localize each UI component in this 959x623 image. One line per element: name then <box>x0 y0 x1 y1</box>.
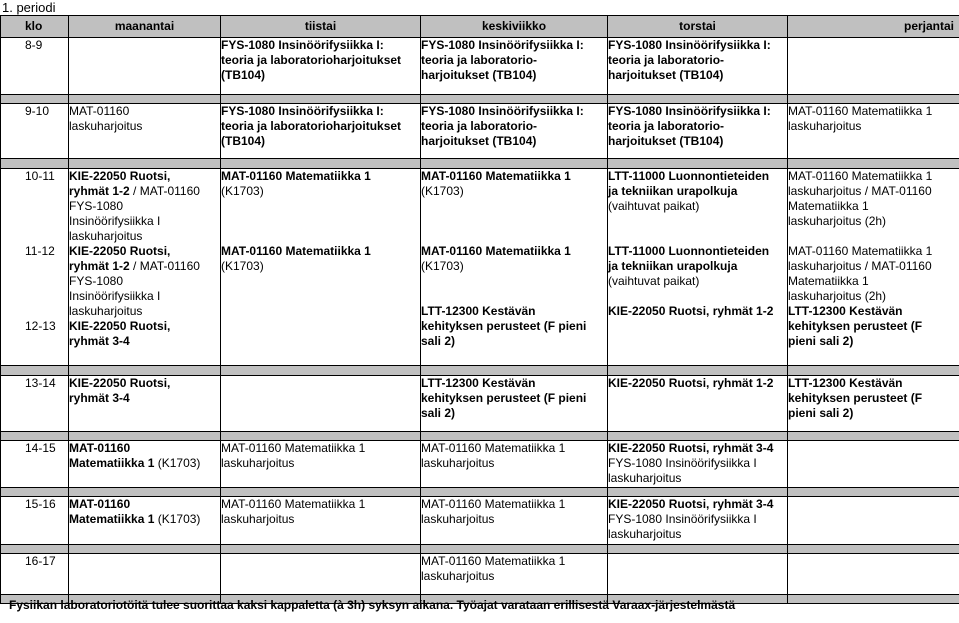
row-gap <box>1 159 959 168</box>
cell-entry: MAT-01160 Matematiikka 1 laskuharjoitus <box>421 441 608 488</box>
cell-entry: MAT-01160 Matematiikka 1 laskuharjoitus / MAT-01160 Matematiikka 1 laskuharjoitus (2h) MAT-01160 Matematiikka 1 laskuharjoitus / MAT-01160 Matematiikka 1 laskuharjoitus (2h) LTT-12300 Kestävän kehityksen perusteet (F pieni sali 2) <box>788 168 959 366</box>
table-row <box>1 497 959 544</box>
schedule-table <box>0 15 959 604</box>
time-cell: 9-10 <box>1 104 69 159</box>
cell-entry: LTT-12300 Kestävän kehityksen perusteet (F pieni sali 2) <box>421 375 608 431</box>
cell-entry: KIE-22050 Ruotsi, ryhmät 1-2 <box>608 375 788 431</box>
cell-entry: MAT-01160 Matematiikka 1 laskuharjoitus <box>221 441 421 488</box>
cell-entry: MAT-01160 Matematiikka 1 (K1703) MAT-01160 Matematiikka 1 (K1703) <box>221 168 421 366</box>
cell-entry: FYS-1080 Insinöörifysiikka I: teoria ja laboratorioharjoitukset (TB104) <box>221 37 421 94</box>
cell-entry: KIE-22050 Ruotsi, ryhmät 3-4 FYS-1080 Insinöörifysiikka I laskuharjoitus <box>608 441 788 488</box>
table-row <box>1 37 959 94</box>
cell-entry: FYS-1080 Insinöörifysiikka I: teoria ja laboratorio- harjoitukset (TB104) <box>608 37 788 94</box>
header-keskiviikko: keskiviikko <box>421 16 608 38</box>
time-cell: 10-11 11-12 12-13 <box>1 168 69 366</box>
time-cell: 14-15 <box>1 441 69 488</box>
header-row <box>1 16 959 38</box>
cell-empty <box>788 441 959 488</box>
header-torstai: torstai <box>608 16 788 38</box>
header-maanantai: maanantai <box>69 16 221 38</box>
time-cell: 13-14 <box>1 375 69 431</box>
time-cell: 8-9 <box>1 37 69 94</box>
cell-entry: MAT-01160 laskuharjoitus <box>69 104 221 159</box>
table-row <box>1 553 959 594</box>
row-gap <box>1 431 959 440</box>
cell-entry: FYS-1080 Insinöörifysiikka I: teoria ja laboratorio- harjoitukset (TB104) <box>608 104 788 159</box>
cell-empty <box>788 553 959 594</box>
row-gap <box>1 488 959 497</box>
table-row <box>1 104 959 159</box>
cell-entry: KIE-22050 Ruotsi, ryhmät 1-2 / MAT-01160 FYS-1080 Insinöörifysiikka I laskuharjoitus KIE-22050 Ruotsi, ryhmät 1-2 / MAT-01160 FYS-1080 Insinöörifysiikka I laskuharjoitus KIE-22050 Ruotsi, ryhmät 3-4 <box>69 168 221 366</box>
time-cell: 15-16 <box>1 497 69 544</box>
cell-empty <box>69 37 221 94</box>
cell-empty <box>608 553 788 594</box>
header-tiistai: tiistai <box>221 16 421 38</box>
time-cell: 16-17 <box>1 553 69 594</box>
cell-entry: KIE-22050 Ruotsi, ryhmät 3-4 <box>69 375 221 431</box>
row-gap <box>1 544 959 553</box>
cell-empty <box>69 553 221 594</box>
table-row <box>1 168 959 366</box>
cell-entry: MAT-01160 Matematiikka 1 (K1703) <box>69 497 221 544</box>
header-klo: klo <box>1 16 69 38</box>
cell-entry: MAT-01160 Matematiikka 1 laskuharjoitus <box>788 104 959 159</box>
cell-empty <box>788 37 959 94</box>
cell-empty <box>221 553 421 594</box>
cell-entry: MAT-01160 Matematiikka 1 (K1703) <box>69 441 221 488</box>
cell-entry: MAT-01160 Matematiikka 1 laskuharjoitus <box>421 497 608 544</box>
cell-empty <box>788 497 959 544</box>
cell-entry: FYS-1080 Insinöörifysiikka I: teoria ja laboratorio- harjoitukset (TB104) <box>421 37 608 94</box>
cell-entry: FYS-1080 Insinöörifysiikka I: teoria ja laboratorioharjoitukset (TB104) <box>221 104 421 159</box>
footer-note: Fysiikan laboratoriotöitä tulee suorittaa kaksi kappaletta (à 3h) syksyn aikana. Työajat varataan erillisestä Varaax-järjestelmästä <box>9 598 736 612</box>
cell-entry: MAT-01160 Matematiikka 1 laskuharjoitus <box>221 497 421 544</box>
row-gap <box>1 366 959 375</box>
cell-entry: LTT-11000 Luonnontieteiden ja tekniikan urapolkuja (vaihtuvat paikat) LTT-11000 Luonnontieteiden ja tekniikan urapolkuja (vaihtuvat paikat) KIE-22050 Ruotsi, ryhmät 1-2 <box>608 168 788 366</box>
table-row <box>1 441 959 488</box>
cell-entry: LTT-12300 Kestävän kehityksen perusteet (F pieni sali 2) <box>788 375 959 431</box>
cell-entry: FYS-1080 Insinöörifysiikka I: teoria ja laboratorio- harjoitukset (TB104) <box>421 104 608 159</box>
page-title: 1. periodi <box>2 0 56 15</box>
table-row <box>1 375 959 431</box>
row-gap <box>1 94 959 103</box>
cell-empty <box>221 375 421 431</box>
cell-entry: KIE-22050 Ruotsi, ryhmät 3-4 FYS-1080 Insinöörifysiikka I laskuharjoitus <box>608 497 788 544</box>
cell-entry: MAT-01160 Matematiikka 1 (K1703) MAT-01160 Matematiikka 1 (K1703) LTT-12300 Kestävän kehityksen perusteet (F pieni sali 2) <box>421 168 608 366</box>
header-perjantai: perjantai <box>788 16 959 38</box>
cell-entry: MAT-01160 Matematiikka 1 laskuharjoitus <box>421 553 608 594</box>
